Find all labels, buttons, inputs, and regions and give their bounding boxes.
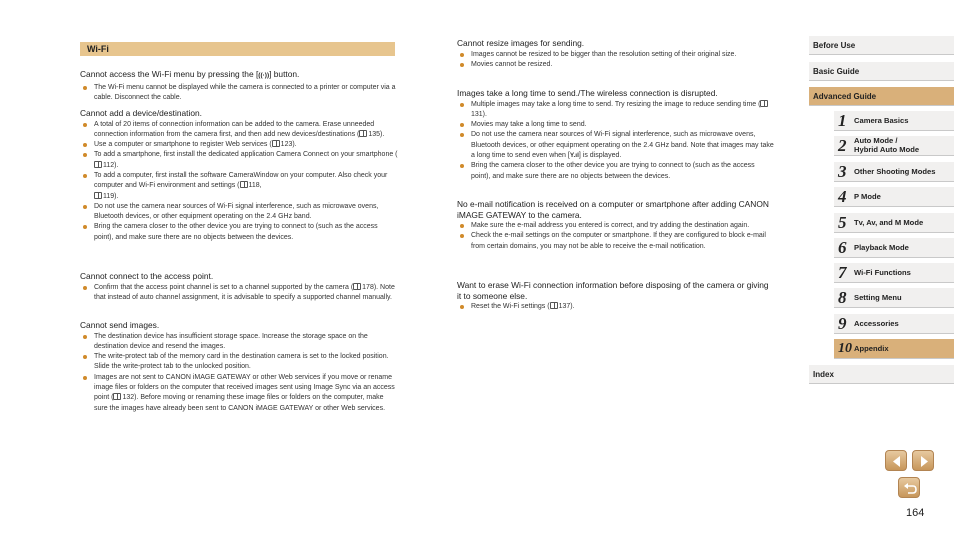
topic-heading: Images take a long time to send./The wireless connection is disrupted. [457,88,718,98]
list-item: Use a computer or smartphone to register Web services ( 123). [80,140,398,150]
list-item: Movies may take a long time to send. [457,120,775,130]
wifi-button-icon: ((·)) [258,72,270,79]
chapter-3[interactable]: 3 Other Shooting Modes [834,162,954,182]
chapter-7[interactable]: 7 Wi-Fi Functions [834,263,954,283]
arrow-left-icon [886,451,908,472]
page-ref-link[interactable]: 112). [103,161,119,169]
list-item: Bring the camera closer to the other device you are trying to connect to (such as the access point), and make sure there are no objects between the devices. [457,161,775,182]
chapter-1[interactable]: 1 Camera Basics [834,111,954,131]
chapter-4[interactable]: 4 P Mode [834,187,954,207]
page-ref-link[interactable]: 132). Before moving or renaming these image files or folders on the computer, make sure the images have already been sent to CANON iMAGE GATEWAY or other Web services. [94,394,386,412]
page-number: 164 [906,507,925,519]
list-item: Images cannot be resized to be bigger than the resolution setting of their original size. [457,50,775,60]
page-ref-link[interactable]: 135). [368,130,385,138]
book-icon [760,100,768,107]
topic-heading: Cannot add a device/destination. [80,108,202,118]
back-button[interactable] [898,477,920,498]
topic-heading: Cannot access the Wi-Fi menu by pressing the [((·))] button. [80,69,300,79]
topic-access-point [80,271,398,303]
nav-before-use[interactable]: Before Use [809,36,954,55]
page-ref-link[interactable]: 137). [558,303,575,310]
nav-advanced-guide[interactable]: Advanced Guide [809,87,954,106]
page-ref-link[interactable]: 123). [280,141,297,149]
book-icon [359,130,367,137]
topic-heading: Cannot resize images for sending. [457,38,585,48]
list-item: Bring the camera closer to the other device you are trying to connect to (such as the access point), and make sure there are no objects between the devices. [80,222,398,243]
topic-heading: Want to erase Wi-Fi connection information before disposing of the camera or giving it to someone else. [457,280,769,301]
topic-send-images [80,320,398,414]
nav-index[interactable]: Index [809,365,954,384]
topic-slow-send [457,88,775,182]
chapter-8[interactable]: 8 Setting Menu [834,288,954,308]
book-icon [240,181,248,188]
list-item: To add a computer, first install the software CameraWindow on your computer. Also check your computer and Wi-Fi environment and settings ( 118, 119). [80,171,398,202]
list-item: A total of 20 items of connection information can be added to the camera. Erase unneeded connection information from the camera first, and then add new devices/destinations ( 135). [80,120,398,141]
list-item: The destination device has insufficient storage space. Increase the storage space on the destination device and resend the images. [80,332,398,353]
list-item: Check the e-mail settings on the computer or smartphone. If they are configured to block e-mail from certain domains, you may not be able to receive the e-mail notification. [457,231,775,252]
book-icon [94,192,102,199]
list-item: Confirm that the access point channel is set to a channel supported by the camera ( 178). Note that instead of auto channel assignment, it is advisable to specify a supported channel manually. [80,283,398,304]
list-item: Do not use the camera near sources of Wi-Fi signal interference, such as microwave ovens, Bluetooth devices, or other equipment operating on the 2.4 GHz band. Note that images may take a long time to send even when [Y.ıl] is displayed. [457,130,775,161]
page-ref-link[interactable]: 131). [471,110,487,118]
book-icon [94,161,102,168]
list-item: Movies cannot be resized. [457,60,775,70]
book-icon [353,283,361,290]
chapter-10[interactable]: 10 Appendix [834,339,954,359]
topic-wifi-menu [80,69,398,103]
chapter-2[interactable]: 2 Auto Mode / Hybrid Auto Mode [834,136,954,156]
list-item: Make sure the e-mail address you entered is correct, and try adding the destination again. [457,221,775,231]
page-ref-link[interactable]: 119). [103,192,119,200]
topic-heading: Cannot send images. [80,320,160,330]
chapter-6[interactable]: 6 Playback Mode [834,238,954,258]
signal-weak-icon: Y.ıl [569,151,579,159]
chapter-5[interactable]: 5 Tv, Av, and M Mode [834,213,954,233]
topic-resize [457,38,775,70]
nav-basic-guide[interactable]: Basic Guide [809,62,954,81]
return-icon [899,478,921,499]
arrow-right-icon [913,451,935,472]
book-icon [272,140,280,147]
list-item: The write-protect tab of the memory card in the destination camera is set to the locked position. Slide the write-protect tab to the unlocked position. [80,352,398,373]
list-item: Images are not sent to CANON iMAGE GATEWAY or other Web services if you move or rename image files or folders on the computer that received images sent using Image Sync via an access point ( 132). Before moving or renaming these image files or folders on the computer, make sure the images have already been sent to CANON iMAGE GATEWAY or other Web services. [80,373,398,414]
topic-erase [457,280,775,312]
topic-heading: Cannot connect to the access point. [80,271,214,281]
book-icon [550,302,558,309]
topic-email [457,199,775,252]
next-page-button[interactable] [912,450,934,471]
chapter-9[interactable]: 9 Accessories [834,314,954,334]
topic-add-device [80,108,398,243]
page-ref-link[interactable]: 178). Note that instead of auto channel assignment, it is advisable to specify a supported channel manually. [94,283,395,301]
list-item: Do not use the camera near sources of Wi-Fi signal interference, such as microwave ovens, Bluetooth devices, or other equipment operating on the 2.4 GHz band. [80,202,398,223]
list-item: Reset the Wi-Fi settings ( 137). [457,302,775,312]
topic-heading: No e-mail notification is received on a computer or smartphone after adding CANON iMAGE GATEWAY to the camera. [457,199,769,220]
list-item: To add a smartphone, first install the dedicated application Camera Connect on your smartphone (112). [80,150,398,171]
prev-page-button[interactable] [885,450,907,471]
section-title: Wi-Fi [80,42,395,56]
list-item: The Wi-Fi menu cannot be displayed while the camera is connected to a printer or computer via a cable. Disconnect the cable. [80,83,398,104]
list-item: Multiple images may take a long time to send. Try resizing the image to reduce sending time (131). [457,100,775,121]
page-ref-link[interactable]: 118, [248,182,262,190]
book-icon [113,393,121,400]
